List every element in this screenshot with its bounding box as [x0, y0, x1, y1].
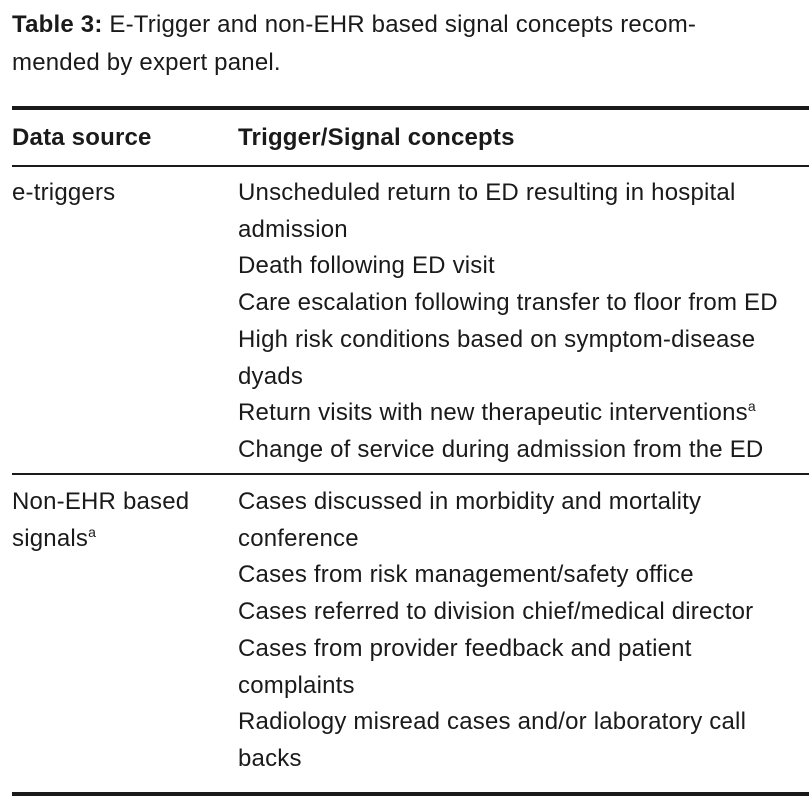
header-rule: [12, 165, 809, 167]
footnote-marker: a: [747, 398, 756, 415]
header-trigger-signal-concepts: Trigger/Signal concepts: [238, 124, 515, 151]
table-top-rule: [12, 106, 809, 110]
concept-line: Care escalation following transfer to floor from ED: [238, 289, 778, 317]
row-etriggers-concepts: [238, 175, 809, 469]
concept-line: Cases referred to division chief/medical director: [238, 598, 754, 626]
concept-line: conference: [238, 524, 359, 552]
row-etriggers-source: [12, 175, 232, 212]
caption-text-line-2: mended by expert panel.: [12, 49, 281, 76]
concept-line: Cases discussed in morbidity and mortality: [238, 488, 702, 515]
source-line-with-footnote: [12, 521, 232, 558]
concept-line: backs: [238, 744, 302, 772]
table-caption: [12, 6, 809, 82]
concept-line: Cases from provider feedback and patient: [238, 634, 692, 662]
source-line: Non-EHR based: [12, 488, 190, 515]
row-nonehr-source: [12, 484, 232, 557]
concept-line-with-footnote: [238, 395, 809, 432]
source-text: signals: [12, 524, 89, 552]
footnote-marker: a: [88, 523, 97, 540]
source-line: e-triggers: [12, 179, 116, 206]
concept-line: dyads: [238, 362, 304, 390]
header-data-source: Data source: [12, 124, 152, 151]
row-divider: [12, 473, 809, 475]
row-nonehr-concepts: [238, 484, 809, 778]
concept-line: High risk conditions based on symptom-disease: [238, 325, 756, 353]
concept-line: Change of service during admission from the ED: [238, 435, 764, 463]
concept-line: Radiology misread cases and/or laboratory call: [238, 708, 747, 736]
concept-line: Death following ED visit: [238, 252, 495, 280]
concept-line: Unscheduled return to ED resulting in hospital: [238, 179, 736, 206]
concept-line: complaints: [238, 671, 355, 699]
concept-line: admission: [238, 215, 348, 243]
table-bottom-rule: [12, 792, 809, 796]
concept-text: Return visits with new therapeutic interventions: [238, 399, 748, 427]
caption-label: Table 3:: [12, 11, 103, 38]
caption-text-line-1: E-Trigger and non-EHR based signal concepts recom-: [109, 11, 697, 38]
concept-line: Cases from risk management/safety office: [238, 561, 694, 589]
